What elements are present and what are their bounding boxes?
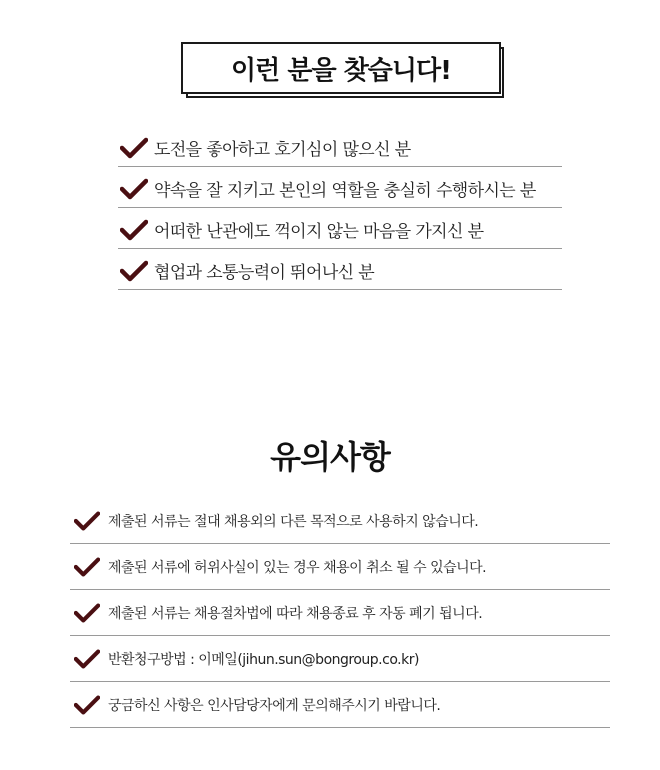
checkmark-icon [74, 602, 100, 624]
list-item-text: 제출된 서류는 채용절차법에 따라 채용종료 후 자동 폐기 됩니다. [108, 605, 483, 622]
list-item [118, 127, 562, 167]
list-item-text: 도전을 좋아하고 호기심이 많으신 분 [154, 140, 411, 160]
checkmark-icon [120, 178, 148, 200]
checkmark-icon [74, 648, 100, 670]
checkmark-icon [120, 219, 148, 241]
ideal-candidate-list [118, 127, 562, 290]
checkmark-icon [74, 510, 100, 532]
list-item [118, 209, 562, 249]
list-item-text: 제출된 서류에 허위사실이 있는 경우 채용이 취소 될 수 있습니다. [108, 559, 487, 576]
checkmark-icon [74, 694, 100, 716]
list-item-text: 어떠한 난관에도 꺽이지 않는 마음을 가지신 분 [154, 222, 484, 242]
notice-title: 유의사항 [270, 438, 390, 476]
list-item [70, 636, 610, 682]
recruit-title: 이런 분을 찾습니다! [181, 42, 501, 94]
notice-list [70, 498, 610, 728]
list-item [70, 682, 610, 728]
list-item-text: 반환청구방법 : 이메일(jihun.sun@bongroup.co.kr) [108, 651, 419, 668]
list-item-text: 협업과 소통능력이 뛰어나신 분 [154, 263, 375, 283]
list-item [70, 544, 610, 590]
list-item-text: 제출된 서류는 절대 채용외의 다른 목적으로 사용하지 않습니다. [108, 513, 479, 530]
checkmark-icon [120, 137, 148, 159]
checkmark-icon [120, 260, 148, 282]
list-item [118, 168, 562, 208]
recruit-title-box [181, 42, 509, 100]
list-item [118, 250, 562, 290]
list-item-text: 약속을 잘 지키고 본인의 역할을 충실히 수행하시는 분 [154, 181, 536, 201]
list-item-text: 궁금하신 사항은 인사담당자에게 문의해주시기 바랍니다. [108, 697, 441, 714]
list-item [70, 498, 610, 544]
checkmark-icon [74, 556, 100, 578]
list-item [70, 590, 610, 636]
